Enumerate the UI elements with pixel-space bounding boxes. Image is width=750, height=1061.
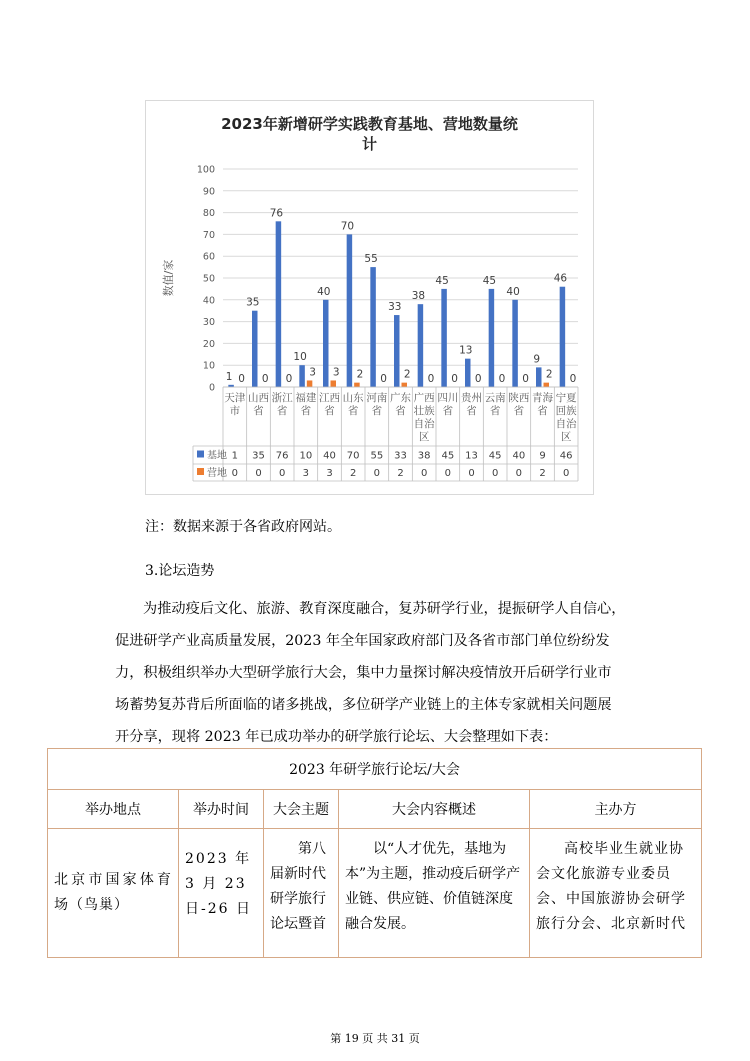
table-caption: 2023 年研学旅行论坛/大会 xyxy=(48,749,702,790)
category-label: 区 xyxy=(560,431,572,443)
bar-base xyxy=(489,289,495,387)
table-value: 0 xyxy=(278,468,286,479)
data-label: 0 xyxy=(261,373,269,385)
category-label: 省 xyxy=(253,405,264,417)
table-value: 0 xyxy=(444,468,452,479)
table-value: 2 xyxy=(397,468,404,479)
category-label: 山西 xyxy=(248,392,269,404)
data-label: 0 xyxy=(380,373,387,385)
category-label: 省 xyxy=(300,405,312,417)
data-source-note: 注：数据来源于各省政府网站。 xyxy=(145,519,341,535)
table-value: 45 xyxy=(488,450,502,462)
paragraph-line: 促进研学产业高质量发展，2023 年全年国家政府部门及各省市部门单位纷纷发 xyxy=(115,633,610,649)
cell-host: 高校毕业生就业协会文化旅游专业委员会、中国旅游协会研学旅行分会、北京新时代 xyxy=(536,841,686,932)
category-label: 自治 xyxy=(555,418,577,430)
data-label: 0 xyxy=(238,373,245,385)
category-label: 回族 xyxy=(555,405,577,417)
data-label: 46 xyxy=(553,272,568,285)
cell-theme: 第八届新时代研学旅行论坛暨首 xyxy=(270,841,326,932)
y-axis-title: 数值/家 xyxy=(162,259,175,297)
table-value: 13 xyxy=(465,450,478,462)
y-tick-label: 80 xyxy=(202,208,215,220)
legend-label: 基地 xyxy=(207,450,227,462)
table-value: 76 xyxy=(275,450,289,462)
y-tick-label: 20 xyxy=(202,338,215,350)
bar-camp xyxy=(402,383,408,387)
data-label: 35 xyxy=(246,296,260,309)
body-paragraph xyxy=(115,593,645,753)
category-label: 陕西 xyxy=(508,392,530,404)
data-label: 45 xyxy=(435,274,449,287)
table-value: 0 xyxy=(562,468,570,479)
bar-camp xyxy=(307,380,313,387)
page-footer: 第 19 页 共 31 页 xyxy=(330,1032,420,1045)
category-label: 省 xyxy=(324,405,335,417)
category-label: 四川 xyxy=(437,392,459,404)
category-label: 省 xyxy=(442,405,454,417)
table-value: 40 xyxy=(512,450,526,462)
category-label: 青海 xyxy=(532,392,553,404)
table-value: 3 xyxy=(302,468,310,479)
category-label: 自治 xyxy=(413,418,435,430)
data-label: 40 xyxy=(506,285,520,298)
category-label: 山东 xyxy=(342,392,364,404)
y-tick-label: 0 xyxy=(208,382,215,394)
legend-swatch xyxy=(197,468,204,475)
table-value: 1 xyxy=(231,450,239,462)
category-label: 省 xyxy=(513,405,525,417)
bar-base xyxy=(370,267,376,387)
legend-swatch xyxy=(197,451,204,458)
data-label: 2 xyxy=(545,368,553,381)
forum-table xyxy=(47,748,702,958)
category-label: 省 xyxy=(466,405,477,417)
data-label: 13 xyxy=(459,344,473,357)
paragraph-line: 场蓄势复苏背后所面临的诸多挑战，多位研学产业链上的主体专家就相关问题展 xyxy=(115,697,612,713)
category-label: 江西 xyxy=(319,392,340,404)
table-value: 0 xyxy=(515,468,523,479)
chart-title-line1: 2023年新增研学实践教育基地、营地数量统 xyxy=(221,115,518,133)
paragraph-line: 为推动疫后文化、旅游、教育深度融合，复苏研学行业，提振研学人自信心， xyxy=(143,601,626,617)
category-label: 广西 xyxy=(413,392,435,404)
table-value: 46 xyxy=(559,450,573,462)
category-label: 天津 xyxy=(224,392,246,404)
category-label: 省 xyxy=(489,405,501,417)
category-label: 区 xyxy=(418,431,430,443)
data-label: 76 xyxy=(269,207,284,220)
bar-base xyxy=(252,311,258,387)
bar-base xyxy=(299,365,305,387)
table-value: 0 xyxy=(373,468,381,479)
y-tick-label: 90 xyxy=(202,186,215,198)
bar-camp xyxy=(354,383,360,387)
data-label: 9 xyxy=(533,353,541,366)
table-value: 40 xyxy=(323,450,336,462)
section-heading: 3.论坛造势 xyxy=(145,563,215,579)
table-value: 0 xyxy=(231,468,239,479)
table-value: 55 xyxy=(370,450,384,462)
category-label: 福建 xyxy=(295,392,317,404)
category-label: 贵州 xyxy=(461,392,482,404)
table-value: 2 xyxy=(539,468,546,479)
y-tick-label: 10 xyxy=(202,360,215,372)
bar-base xyxy=(394,315,400,387)
category-label: 云南 xyxy=(484,392,506,404)
bar-base xyxy=(560,287,566,387)
category-label: 浙江 xyxy=(271,392,293,404)
header-theme: 大会主题 xyxy=(264,790,339,829)
data-label: 0 xyxy=(427,373,435,385)
legend-label: 营地 xyxy=(207,468,227,479)
header-time: 举办时间 xyxy=(179,790,264,829)
table-value: 35 xyxy=(252,450,265,462)
chart-container xyxy=(145,100,594,495)
data-label: 0 xyxy=(498,373,506,385)
table-value: 9 xyxy=(539,450,546,462)
table-value: 0 xyxy=(468,468,475,479)
table-value: 45 xyxy=(441,450,455,462)
data-label: 1 xyxy=(225,370,233,383)
bar-base xyxy=(276,221,282,387)
data-label: 45 xyxy=(482,274,497,287)
data-label: 3 xyxy=(332,366,340,379)
paragraph-line: 力，积极组织举办大型研学旅行大会，集中力量探讨解决疫情放开后研学行业市 xyxy=(115,665,612,681)
y-tick-label: 30 xyxy=(202,317,215,329)
y-tick-label: 70 xyxy=(202,229,215,241)
bar-base xyxy=(536,367,542,387)
header-place: 举办地点 xyxy=(48,790,179,829)
category-label: 省 xyxy=(395,405,406,417)
data-label: 2 xyxy=(356,368,364,381)
data-label: 70 xyxy=(340,220,355,233)
data-label: 2 xyxy=(403,368,411,381)
data-label: 33 xyxy=(388,301,402,314)
category-label: 省 xyxy=(537,405,548,417)
table-value: 70 xyxy=(346,450,360,462)
data-label: 3 xyxy=(309,366,316,379)
table-value: 0 xyxy=(420,468,428,479)
category-label: 河南 xyxy=(366,392,388,404)
y-tick-label: 60 xyxy=(202,251,215,263)
cell-summary: 以“人才优先，基地为本”为主题，推动疫后研学产业链、供应链、价值链深度融合发展。 xyxy=(345,841,521,932)
category-label: 省 xyxy=(276,405,288,417)
bar-base xyxy=(465,359,471,387)
paragraph-line: 开分享，现将 2023 年已成功举办的研学旅行论坛、大会整理如下表： xyxy=(115,729,558,745)
table-value: 0 xyxy=(491,468,499,479)
data-label: 0 xyxy=(569,373,577,385)
data-label: 38 xyxy=(411,290,426,303)
category-label: 市 xyxy=(229,405,241,417)
header-summary: 大会内容概述 xyxy=(339,790,530,829)
bar-base xyxy=(418,304,424,387)
category-label: 壮族 xyxy=(413,405,435,417)
table-value: 3 xyxy=(326,468,333,479)
data-label: 55 xyxy=(364,253,378,266)
table-value: 38 xyxy=(417,450,431,462)
bar-base xyxy=(441,289,447,387)
table-value: 10 xyxy=(299,450,313,462)
y-tick-label: 40 xyxy=(202,295,215,307)
y-tick-label: 50 xyxy=(202,273,215,285)
category-label: 广东 xyxy=(390,392,411,404)
table-row xyxy=(48,829,702,958)
table-value: 33 xyxy=(394,450,407,462)
bar-base xyxy=(323,300,329,387)
y-tick-label: 100 xyxy=(196,164,215,176)
table-value: 0 xyxy=(255,468,262,479)
data-label: 0 xyxy=(451,373,458,385)
data-label: 0 xyxy=(285,373,293,385)
data-label: 40 xyxy=(317,285,331,298)
bar-base xyxy=(512,300,518,387)
category-label: 宁夏 xyxy=(555,392,577,404)
header-host: 主办方 xyxy=(530,790,702,829)
table-value: 2 xyxy=(349,468,357,479)
bar-camp xyxy=(331,380,337,387)
bar-camp xyxy=(544,383,550,387)
chart-title-line2: 计 xyxy=(361,135,377,153)
data-label: 0 xyxy=(474,373,482,385)
category-label: 省 xyxy=(371,405,383,417)
cell-time: 2023 年 3 月 23 日-26 日 xyxy=(185,851,252,917)
cell-place: 北京市国家体育场（鸟巢） xyxy=(54,872,172,913)
data-label: 10 xyxy=(293,351,307,364)
bar-base xyxy=(347,234,353,387)
data-label: 0 xyxy=(522,373,529,385)
bar-chart xyxy=(146,101,593,494)
category-label: 省 xyxy=(347,405,359,417)
